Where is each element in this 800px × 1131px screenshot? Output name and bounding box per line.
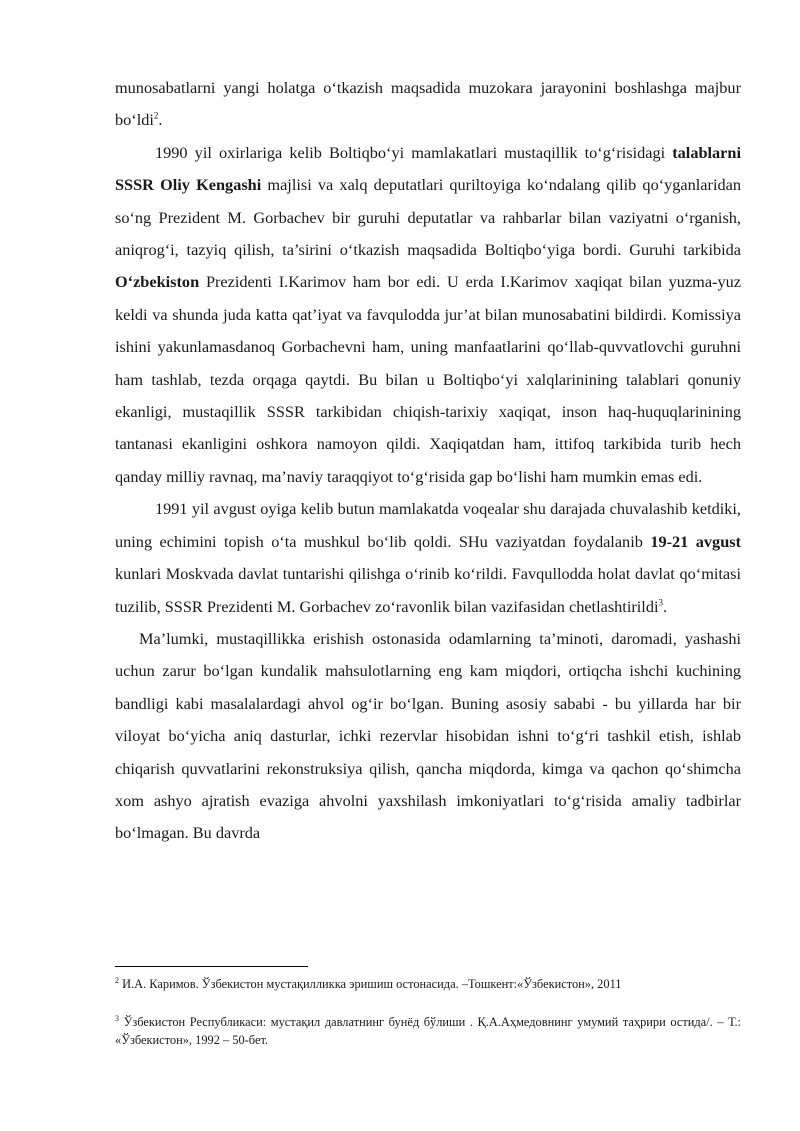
paragraph-text: Prezidenti I.Karimov ham bor edi. U erda I.Karimov xaqiqat bilan yuzma-yuz keldi va shunda juda katta qat’iyat va favqulodda jur’at bilan munosabatini bildirdi. Komissiya ishini yakunlamasdanoq Gorbachevni ham, uning manfaatlarini qo‘llab-quvvatlovchi guruhni ham tashlab, tezda orqaga qaytdi. Bu bilan u Boltiqbo‘yi xalqlarinining talablari qonuniy ekanligi, mustaqillik SSSR tarkibidan chiqish-tarixiy xaqiqat, inson haq-huquqlarinining tantanasi ekanligini oshkora namoyon qildi. Xaqiqatdan ham, ittifoq tarkibida turib hech qanday milliy ravnaq, ma’naviy taraqqiyot to‘g‘risida gap bo‘lishi ham mumkin emas edi.: [115, 272, 741, 486]
footnote-text: И.А. Каримов. Ўзбекистон мустақилликка эришиш остонасида. –Тошкент:«Ўзбекистон», 2011: [119, 977, 622, 991]
footnote-mark: 3: [115, 1013, 119, 1023]
paragraph-1: [115, 72, 741, 137]
paragraph-2: [115, 137, 741, 493]
paragraph-4: [115, 623, 741, 850]
paragraph-text: majlisi va xalq deputatlari quriltoyiga ko‘ndalang qilib qo‘yganlaridan so‘ng Prezident M. Gorbachev bir guruhi deputatlar va rahbarlar bilan vaziyatni o‘rganish, aniqrog‘i, tazyiq qilish, ta’sirini o‘tkazish maqsadida Boltiqbo‘yiga bordi. Guruhi tarkibida: [115, 175, 741, 260]
paragraph-text: kunlari Moskvada davlat tuntarishi qilishga o‘rinib ko‘rildi. Favqullodda holat davlat qo‘mitasi tuzilib, SSSR Prezidenti M. Gorbachev zo‘ravonlik bilan vazifasidan chetlashtirildi: [115, 564, 741, 616]
footnote-text: Ўзбекистон Республикаси: мустақил давлатнинг бунёд бўлиши . Қ.А.Аҳмедовнинг умумий таҳрири остида/. – Т.: «Ўзбекистон», 1992 – 50-бет.: [115, 1015, 741, 1047]
paragraph-text: 1991 yil avgust oyiga kelib butun mamlakatda voqealar shu darajada chuvalashib ketdiki, uning echimini topish o‘ta mushkul bo‘lib qoldi. SHu vaziyatdan foydalanib: [115, 499, 741, 551]
bold-phrase: O‘zbekiston: [115, 272, 200, 292]
main-text: [115, 72, 741, 850]
footnote-3: [115, 1013, 741, 1049]
bold-phrase: talablarni SSSR Oliy Kengashi: [115, 142, 741, 195]
paragraph-3: [115, 493, 741, 623]
paragraph-text: munosabatlarni yangi holatga o‘tkazish maqsadida muzokara jarayonini boshlashga majbur bo‘ldi: [115, 78, 741, 130]
footnote-mark: 2: [115, 975, 119, 985]
footnote-separator: [115, 966, 308, 967]
paragraph-text: 1990 yil oxirlariga kelib Boltiqbo‘yi mamlakatlari mustaqillik to‘g‘risidagi: [155, 142, 673, 162]
footnote-2: [115, 975, 741, 993]
footnote-ref-3[interactable]: 3: [658, 597, 663, 608]
paragraph-text: .: [158, 110, 163, 130]
footnotes: [115, 975, 741, 1049]
bold-phrase: 19-21 avgust: [650, 531, 742, 551]
footnote-ref-2[interactable]: 2: [153, 110, 159, 121]
paragraph-text: .: [663, 596, 668, 616]
paragraph-text: Ma’lumki, mustaqillikka erishish ostonasida odamlarning ta’minoti, daromadi, yashashi uchun zarur bo‘lgan kundalik mahsulotlarning eng kam miqdori, ortiqcha ishchi kuchining bandligi kabi masalalardagi ahvol og‘ir bo‘lgan. Buning asosiy sababi - bu yillarda har bir viloyat bo‘yicha aniq dasturlar, ichki rezervlar hisobidan ishni to‘g‘ri tashkil etish, ishlab chiqarish quvvatlarini rekonstruksiya qilish, qancha miqdorda, kimga va qachon qo‘shimcha xom ashyo ajratish evaziga ahvolni yaxshilash imkoniyatlari to‘g‘risida amaliy tadbirlar bo‘lmagan. Bu davrda: [115, 628, 741, 843]
